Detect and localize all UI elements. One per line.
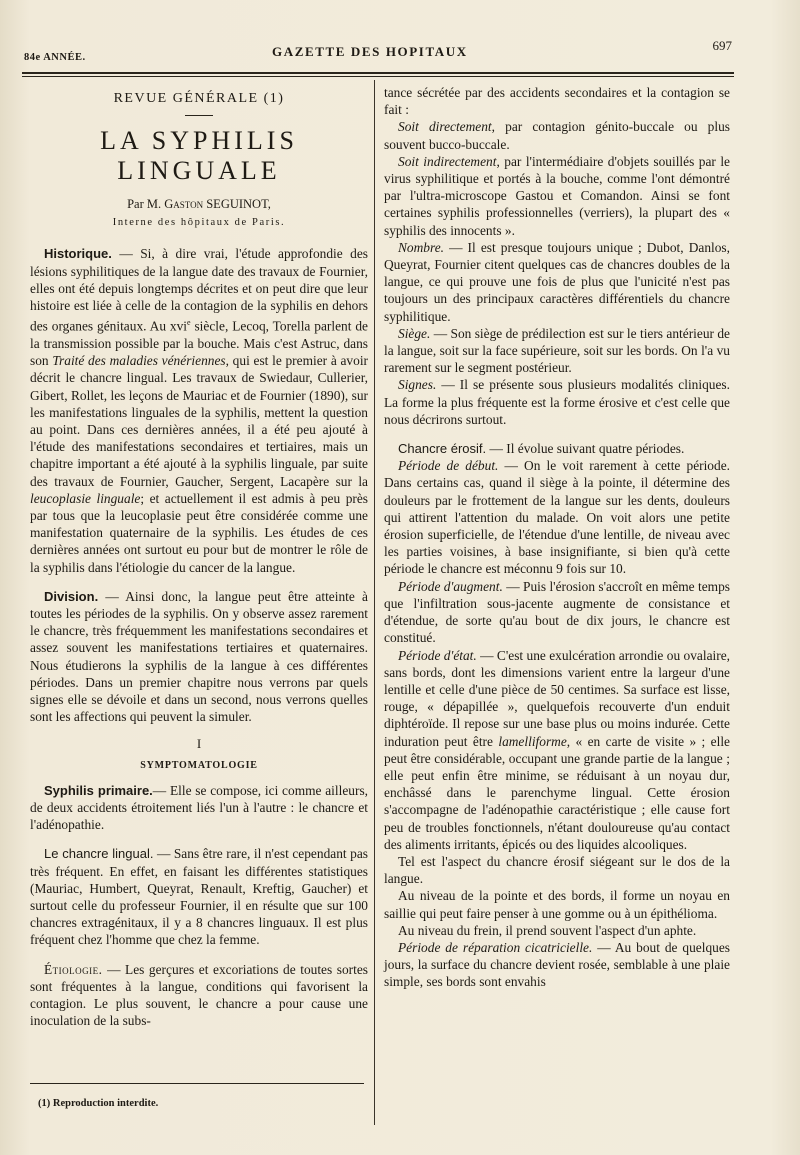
footnote-rule <box>30 1083 364 1084</box>
paragraph-directement: Soit directement, par contagion génito-buccale ou plus souvent bucco-buccale. <box>384 119 730 152</box>
paragraph-siege: Siège. — Son siège de prédilection est sur le tiers antérieur de la langue, soit sur la face supérieure, soit sur les bords. On l'a vu rarement sur le segment postérieur. <box>384 325 730 376</box>
paragraph-primaire: Syphilis primaire.— Elle se compose, ici comme ailleurs, de deux accidents étroitement liés l'un à l'autre : le chancre et l'adénopathie. <box>30 782 369 833</box>
paragraph-etiologie: Étiologie. — Les gerçures et excoriations de toutes sortes sont fréquentes à la langue, conditions qui favorisent la contagion. Le plus souvent, le chancre a pour cause une inoculation de la subs- <box>30 961 368 1029</box>
paragraph-reparation: Période de réparation cicatricielle. — Au bout de quelques jours, la surface du chancre devient rosée, semblable à une plaie simple, ses bords sont envahis <box>384 939 730 990</box>
heading-historique: Historique. <box>44 246 112 262</box>
paragraph-periode-etat: Période d'état. — C'est une exulcération arrondie ou ovalaire, sans bords, dont les dimensions varient entre la largeur d'une lentille et celle d'une pièce de 50 centimes. Sa surface est lisse, rouge, « dépapillée », quelquefois recouverte d'un enduit diphtéroïde. Il repose sur une base plus ou moins indurée. Cette induration peut être lamelliforme, « en carte de visite » ; elle peut être considérable, occupant une grande partie de la langue ; elle peut enfin être minime, se réduisant à un noyau dur, enchâssé dans le parenchyme lingual. Cette érosion s'accompagne de l'adénopathie caractéristique ; elle cause fort peu de troubles fonctionnels, n'étant douloureuse qu'au contact des aliments irritants, épicés ou des liquides alcooliques. <box>384 647 730 852</box>
paragraph-signes: Signes. — Il se présente sous plusieurs modalités cliniques. La forme la plus fréquente est la forme érosive et c'est celle que nous décrirons surtout. <box>384 377 730 427</box>
title-rule <box>185 115 213 116</box>
paragraph-periode-augment: Période d'augment. — Puis l'érosion s'accroît en même temps que l'infiltration sous-jacente augmente de consistance et d'étendue, de sorte qu'au bout de dix jours, le chancre est constitué. <box>384 578 730 646</box>
heading-chancre-erosif: Chancre érosif. <box>398 441 487 457</box>
heading-etiologie: Étiologie. <box>44 961 103 977</box>
paragraph-division: Division. — Ainsi donc, la langue peut être atteinte à toutes les périodes de la syphilis. On y observe assez rarement le chancre, très fréquemment les manifestations secondaires et assez souvent les manifestations tertiaires et quaternaires. Nous étudierons la syphilis de la langue à ces différentes périodes. Dans un premier chapitre nous verrons par quels signes elle se dévoile et dans un second, nous verrons quelles sont les affections qui peuvent la simuler. <box>30 588 368 725</box>
volume-label: 84e ANNÉE. <box>24 52 86 63</box>
paragraph-chancre-erosif: Chancre érosif. — Il évolue suivant quatre périodes. <box>398 441 685 457</box>
section-label: REVUE GÉNÉRALE (1) <box>113 91 285 106</box>
right-column <box>384 84 730 991</box>
footnote: (1) Reproduction interdite. <box>38 1098 159 1109</box>
header-rule-thin <box>22 76 734 77</box>
paragraph-nombre: Nombre. — Il est presque toujours unique ; Dubot, Danlos, Queyrat, Fournier citent quelques cas de chancres doubles de la langue, ce qui prouve une fois de plus que l'unicité n'est pas toujours un des principaux caractères différentiels du chancre syphilitique. <box>384 239 730 324</box>
author-affiliation: Interne des hôpitaux de Paris. <box>112 217 286 229</box>
chapter-number: I <box>196 736 202 752</box>
header-rule <box>22 72 734 74</box>
paragraph-historique: Historique. — Si, à dire vrai, l'étude approfondie des lésions syphilitiques de la langue date des travaux de Fournier, elles ont été depuis longtemps décrites et on peut dire que leur histoire est liée à celle de la contagion de la syphilis en dehors des organes génitaux. Au xvi$^e$ siècle, Lecoq, Torella parlent de la transmission possible par la bouche. Mais c'est Astruc, dans son Traité des maladies vénériennes, qui est le premier à avoir décrit le chancre lingual. Les travaux de Swiedaur, Cullerier, Gibert, Rollet, les leçons de Mauriac et de Fournier (1890), sur les manifestations linguales de la syphilis, mettent la question au point. Dans ces dernières années, il a été peu ajouté à l'étude des manifestations secondaires et tertiaires, mais un chapitre important a été ajouté à la syphilis linguale, par suite des travaux de Fournier, Gaucher, Sergent, Lacapère sur la leucoplasie linguale; et actuellement il est admis à peu près par tous que la leucoplasie peut être considérée comme une manifestation quaternaire de la syphilis. Les études de ces dernières années ont surtout eu pour but de montrer le rôle de la syphilis dans l'étiologie du cancer de la langue. <box>30 246 368 575</box>
column-divider <box>374 80 375 1125</box>
author-name: Gaston SEGUINOT, <box>164 197 271 212</box>
paragraph-frein: Au niveau du frein, il prend souvent l'aspect d'un aphte. <box>398 922 697 938</box>
heading-primaire: Syphilis primaire. <box>44 782 153 798</box>
left-column <box>30 84 368 1029</box>
byline <box>30 196 368 212</box>
paragraph-contagion: tance sécrétée par des accidents secondaires et la contagion se fait : <box>384 85 730 118</box>
heading-chancre-lingual: Le chancre lingual. <box>44 846 154 862</box>
paragraph-pointe: Au niveau de la pointe et des bords, il forme un noyau en saillie qui peut faire penser à une gomme ou à un épithélioma. <box>384 888 730 921</box>
paragraph-periode-debut: Période de début. — On le voit rarement à cette période. Dans certains cas, quand il siège à la pointe, il détermine des douleurs par le frottement de la langue sur les dents, douleurs qui attirent l'attention du malade. On voit alors une petite érosion superficielle, de l'étendue d'une lentille, de niveau avec les parties voisines, à base insignifiante, si bien qu'à cette période le chancre est méconnu 9 fois sur 10. <box>384 458 730 577</box>
paragraph-indirectement: Soit indirectement, par l'intermédiaire d'objets souillés par le virus syphilitique et portés à la bouche, comme l'ont démontré par l'ultra-microscope Gastou et Comandon. Ainsi se font certaines syphilis professionnelles (verriers), la plupart des « syphilis des innocents ». <box>384 153 730 238</box>
heading-division: Division. <box>44 588 99 604</box>
page-header <box>22 38 734 72</box>
chapter-title: SYMPTOMATOLOGIE <box>140 759 258 771</box>
byline-prefix: Par M. <box>127 197 162 212</box>
article-title: LA SYPHILIS LINGUALE <box>100 126 298 186</box>
paragraph-chancre-lingual: Le chancre lingual. — Sans être rare, il n'est cependant pas très fréquent. En effet, en faisant les différentes statistiques (Mauriac, Humbert, Queyrat, Renault, Kreftig, Gaucher) et surtout celle du professeur Fournier, il en résulte que sur 100 chancres extragénitaux, il y a 8 chancres linguaux. Il est plus fréquent chez l'homme que chez la femme. <box>30 846 368 948</box>
paragraph-aspect: Tel est l'aspect du chancre érosif siégeant sur le dos de la langue. <box>384 853 730 887</box>
page-number: 697 <box>712 38 732 53</box>
journal-title: GAZETTE DES HOPITAUX <box>272 44 468 59</box>
